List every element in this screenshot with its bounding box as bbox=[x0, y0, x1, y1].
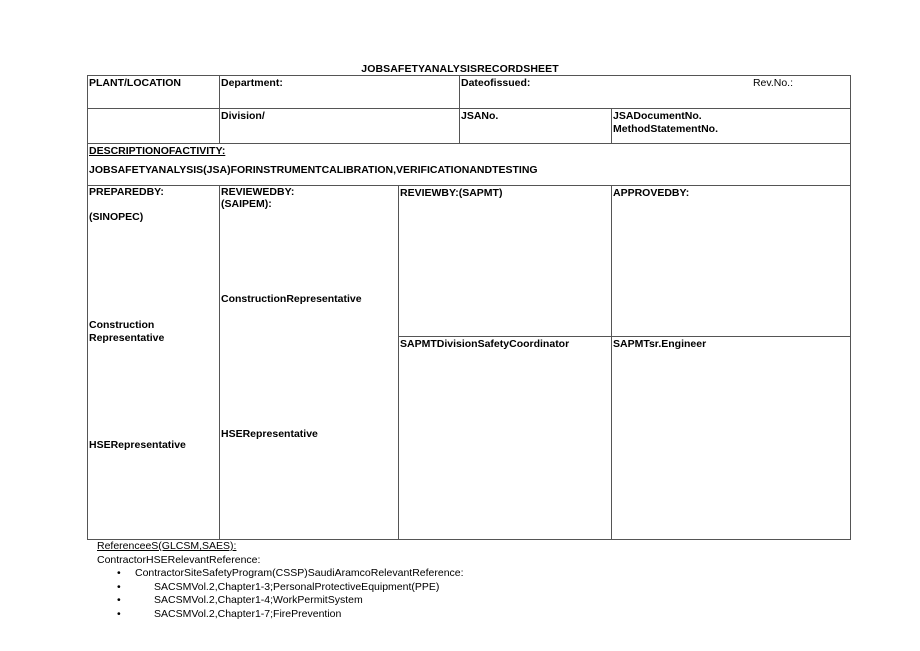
reference-item: • SACSMVol.2,Chapter1-4;WorkPermitSystem bbox=[117, 594, 363, 606]
jsa-document-cell bbox=[612, 109, 851, 144]
reference-item: • SACSMVol.2,Chapter1-3;PersonalProtectiveEquipment(PPE) bbox=[117, 580, 440, 593]
description-label: DESCRIPTIONOFACTIVITY: bbox=[89, 145, 226, 157]
plant-location-cell bbox=[88, 76, 220, 109]
prepared-hse-rep: HSERepresentative bbox=[89, 439, 186, 451]
date-issued-label: Dateofissued: bbox=[461, 77, 531, 89]
sheet-title: JOBSAFETYANALYSISRECORDSHEET bbox=[361, 63, 559, 75]
approved-by-cell bbox=[612, 186, 851, 337]
division-label: Division/ bbox=[221, 110, 265, 122]
references-heading: ReferenceeS(GLCSM,SAES): bbox=[97, 540, 237, 552]
description-cell bbox=[88, 144, 851, 186]
reviewed-by-cell bbox=[220, 186, 399, 540]
references-list bbox=[97, 567, 464, 621]
reference-item: • SACSMVol.2,Chapter1-7;FirePrevention bbox=[117, 607, 342, 620]
bullet-icon: • bbox=[117, 607, 121, 620]
review-sapmt-cell bbox=[399, 186, 612, 337]
bullet-icon: • bbox=[117, 580, 121, 593]
jsa-record-table bbox=[87, 75, 851, 540]
jsa-no-label: JSANo. bbox=[461, 110, 499, 122]
sapmt-sr-engineer-label: SAPMTsr.Engineer bbox=[613, 338, 707, 350]
rev-no-label: Rev.No.: bbox=[752, 77, 794, 89]
reviewed-by-label: REVIEWEDBY: bbox=[221, 186, 295, 198]
prepared-construction-rep: Construction Representative bbox=[89, 319, 165, 344]
prepared-org-label: (SINOPEC) bbox=[89, 211, 144, 223]
reviewed-construction-rep: ConstructionRepresentative bbox=[221, 293, 362, 305]
department-label: Department: bbox=[221, 77, 283, 89]
description-text: JOBSAFETYANALYSIS(JSA)FORINSTRUMENTCALIBRATION,VERIFICATIONANDTESTING bbox=[89, 164, 538, 176]
reference-item: • ContractorSiteSafetyProgram(CSSP)SaudiAramcoRelevantReference: bbox=[117, 567, 464, 579]
empty-cell bbox=[88, 109, 220, 144]
sapmt-safety-coordinator-cell bbox=[399, 337, 612, 540]
jsa-document-no-label: JSADocumentNo. bbox=[613, 110, 702, 122]
references-section bbox=[97, 540, 464, 621]
sapmt-safety-coordinator-label: SAPMTDivisionSafetyCoordinator bbox=[400, 338, 570, 350]
contractor-hse-reference: ContractorHSERelevantReference: bbox=[97, 553, 261, 566]
division-cell bbox=[220, 109, 460, 144]
plant-location-label: PLANT/LOCATION bbox=[89, 77, 181, 89]
sapmt-sr-engineer-cell bbox=[612, 337, 851, 540]
review-sapmt-label: REVIEWBY:(SAPMT) bbox=[400, 187, 503, 199]
jsa-no-cell bbox=[460, 109, 612, 144]
prepared-by-cell bbox=[88, 186, 220, 540]
reviewed-org-label: (SAIPEM): bbox=[221, 198, 272, 210]
approved-by-label: APPROVEDBY: bbox=[613, 187, 690, 199]
reviewed-hse-rep: HSERepresentative bbox=[221, 428, 318, 440]
bullet-icon: • bbox=[117, 567, 121, 579]
department-cell bbox=[220, 76, 460, 109]
date-issued-cell bbox=[460, 76, 851, 109]
prepared-by-label: PREPAREDBY: bbox=[89, 186, 164, 198]
method-statement-no-label: MethodStatementNo. bbox=[613, 123, 718, 135]
bullet-icon: • bbox=[117, 594, 121, 606]
